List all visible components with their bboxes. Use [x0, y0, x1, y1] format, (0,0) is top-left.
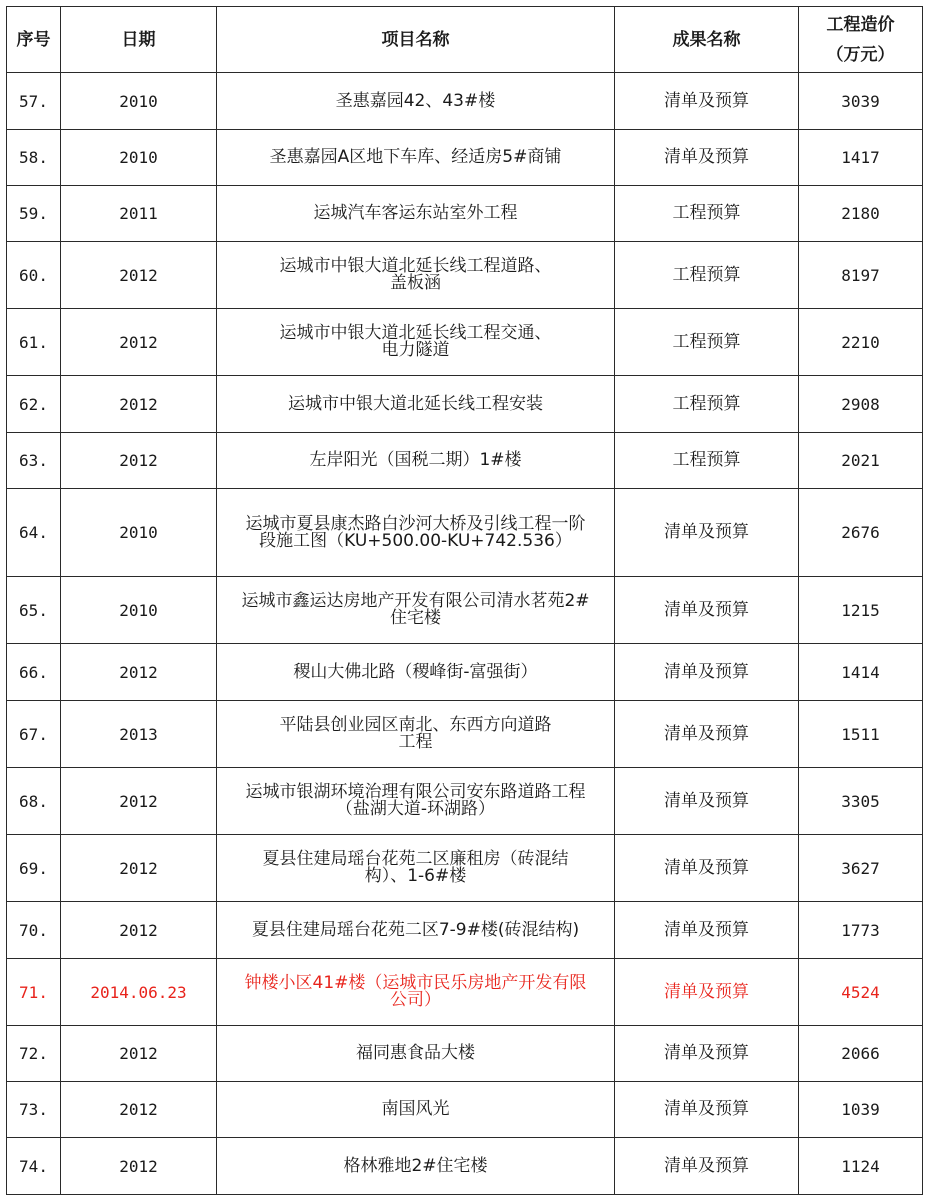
- row-index: 70.: [7, 902, 61, 959]
- row-cost: 8197: [799, 242, 923, 309]
- project-name-line2: 公司）: [390, 990, 441, 1010]
- row-project-name: [217, 489, 615, 577]
- header-row: [7, 7, 923, 73]
- row-project-name: [217, 1026, 615, 1082]
- row-cost: 1511: [799, 701, 923, 768]
- row-date: 2012: [61, 1082, 217, 1138]
- row-result: 工程预算: [615, 376, 799, 433]
- row-date: 2012: [61, 309, 217, 376]
- row-result: 工程预算: [615, 186, 799, 242]
- table-row: [7, 130, 923, 186]
- row-index: 61.: [7, 309, 61, 376]
- row-result: 清单及预算: [615, 489, 799, 577]
- row-result: 清单及预算: [615, 1026, 799, 1082]
- table-row: [7, 1138, 923, 1195]
- header-result: 成果名称: [615, 7, 799, 73]
- row-result: 清单及预算: [615, 701, 799, 768]
- header-cost-line2: （万元）: [826, 44, 895, 65]
- row-result: 清单及预算: [615, 1082, 799, 1138]
- project-name-line2: 住宅楼: [390, 608, 441, 628]
- project-name-line2: 盖板涵: [390, 273, 441, 293]
- header-date: 日期: [61, 7, 217, 73]
- row-index: 63.: [7, 433, 61, 489]
- row-project-name: [217, 644, 615, 701]
- row-project-name: [217, 1082, 615, 1138]
- row-cost: 1215: [799, 577, 923, 644]
- row-index: 64.: [7, 489, 61, 577]
- row-index: 74.: [7, 1138, 61, 1195]
- header-index: 序号: [7, 7, 61, 73]
- row-project-name: [217, 309, 615, 376]
- row-date: 2012: [61, 768, 217, 835]
- row-cost: 1039: [799, 1082, 923, 1138]
- table-row: [7, 1082, 923, 1138]
- project-name-line1: 运城市中银大道北延长线工程安装: [288, 393, 543, 414]
- row-result: 清单及预算: [615, 902, 799, 959]
- row-cost: 2021: [799, 433, 923, 489]
- row-project-name: [217, 577, 615, 644]
- row-result: 清单及预算: [615, 959, 799, 1026]
- project-name-line1: 运城市中银大道北延长线工程道路、: [279, 256, 552, 276]
- row-date: 2014.06.23: [61, 959, 217, 1026]
- project-name-line1: 钟楼小区41#楼（运城市民乐房地产开发有限: [244, 973, 587, 993]
- row-index: 73.: [7, 1082, 61, 1138]
- row-project-name: [217, 186, 615, 242]
- table-row: [7, 73, 923, 130]
- row-date: 2012: [61, 433, 217, 489]
- table-row: [7, 242, 923, 309]
- project-name-line2: 电力隧道: [381, 340, 450, 360]
- row-project-name: [217, 959, 615, 1026]
- row-index: 67.: [7, 701, 61, 768]
- project-name-line1: 平陆县创业园区南北、东西方向道路: [279, 715, 552, 735]
- row-index: 57.: [7, 73, 61, 130]
- project-name-line1: 南国风光: [381, 1099, 450, 1119]
- row-index: 69.: [7, 835, 61, 902]
- project-name-line1: 夏县住建局瑶台花苑二区7-9#楼(砖混结构): [251, 919, 580, 940]
- project-name-line1: 稷山大佛北路（稷峰街-富强街）: [293, 661, 538, 682]
- table-row: [7, 701, 923, 768]
- row-result: 清单及预算: [615, 130, 799, 186]
- row-cost: 1773: [799, 902, 923, 959]
- project-name-line2: 构）、1-6#楼: [364, 866, 467, 886]
- row-project-name: [217, 835, 615, 902]
- project-name-line1: 福同惠食品大楼: [356, 1043, 475, 1063]
- row-cost: 1414: [799, 644, 923, 701]
- row-cost: 4524: [799, 959, 923, 1026]
- row-result: 清单及预算: [615, 768, 799, 835]
- table-row: [7, 835, 923, 902]
- row-result: 工程预算: [615, 242, 799, 309]
- project-name-line1: 运城市银湖环境治理有限公司安东路道路工程: [245, 782, 586, 802]
- table-row: [7, 186, 923, 242]
- project-name-line1: 夏县住建局瑶台花苑二区廉租房（砖混结: [262, 849, 569, 869]
- table-row: [7, 433, 923, 489]
- header-project: 项目名称: [217, 7, 615, 73]
- project-name-line1: 运城市中银大道北延长线工程交通、: [279, 323, 552, 343]
- project-name-line1: 圣惠嘉园A区地下车库、经适房5#商铺: [269, 147, 562, 167]
- row-result: 工程预算: [615, 309, 799, 376]
- row-project-name: [217, 902, 615, 959]
- row-index: 58.: [7, 130, 61, 186]
- row-cost: 2210: [799, 309, 923, 376]
- row-cost: 2908: [799, 376, 923, 433]
- project-table: [6, 6, 923, 1195]
- row-index: 71.: [7, 959, 61, 1026]
- project-name-line2: 段施工图（KU+500.00-KU+742.536）: [259, 530, 572, 551]
- row-result: 清单及预算: [615, 1138, 799, 1195]
- row-cost: 1124: [799, 1138, 923, 1195]
- row-date: 2012: [61, 242, 217, 309]
- header-cost: [799, 7, 923, 73]
- row-date: 2012: [61, 902, 217, 959]
- project-name-line1: 运城汽车客运东站室外工程: [313, 203, 518, 223]
- row-cost: 2066: [799, 1026, 923, 1082]
- row-index: 59.: [7, 186, 61, 242]
- row-cost: 1417: [799, 130, 923, 186]
- project-name-line2: 工程: [398, 732, 433, 752]
- row-date: 2011: [61, 186, 217, 242]
- row-cost: 3039: [799, 73, 923, 130]
- row-cost: 2180: [799, 186, 923, 242]
- row-result: 工程预算: [615, 433, 799, 489]
- row-project-name: [217, 242, 615, 309]
- row-index: 60.: [7, 242, 61, 309]
- row-date: 2010: [61, 489, 217, 577]
- row-date: 2012: [61, 835, 217, 902]
- row-project-name: [217, 130, 615, 186]
- row-cost: 3305: [799, 768, 923, 835]
- row-index: 68.: [7, 768, 61, 835]
- row-result: 清单及预算: [615, 73, 799, 130]
- row-date: 2012: [61, 1026, 217, 1082]
- row-cost: 3627: [799, 835, 923, 902]
- project-name-line1: 运城市夏县康杰路白沙河大桥及引线工程一阶: [245, 513, 586, 534]
- row-project-name: [217, 1138, 615, 1195]
- row-date: 2010: [61, 130, 217, 186]
- row-index: 65.: [7, 577, 61, 644]
- table-row: [7, 376, 923, 433]
- row-index: 72.: [7, 1026, 61, 1082]
- row-date: 2010: [61, 73, 217, 130]
- table-row: [7, 644, 923, 701]
- row-project-name: [217, 376, 615, 433]
- row-project-name: [217, 433, 615, 489]
- row-date: 2012: [61, 644, 217, 701]
- row-date: 2013: [61, 701, 217, 768]
- project-name-line1: 圣惠嘉园42、43#楼: [335, 90, 496, 111]
- row-project-name: [217, 768, 615, 835]
- table-row: [7, 1026, 923, 1082]
- table-row: [7, 902, 923, 959]
- row-date: 2010: [61, 577, 217, 644]
- row-index: 66.: [7, 644, 61, 701]
- row-result: 清单及预算: [615, 835, 799, 902]
- row-date: 2012: [61, 376, 217, 433]
- table-row: [7, 489, 923, 577]
- project-name-line1: 运城市鑫运达房地产开发有限公司清水茗苑2#: [241, 591, 590, 611]
- row-result: 清单及预算: [615, 577, 799, 644]
- table-row: [7, 577, 923, 644]
- project-name-line1: 左岸阳光（国税二期）1#楼: [309, 450, 522, 470]
- header-cost-line1: 工程造价: [826, 14, 895, 35]
- table-row: [7, 768, 923, 835]
- table-row: [7, 959, 923, 1026]
- row-index: 62.: [7, 376, 61, 433]
- row-project-name: [217, 701, 615, 768]
- row-project-name: [217, 73, 615, 130]
- table-row: [7, 309, 923, 376]
- row-date: 2012: [61, 1138, 217, 1195]
- project-name-line1: 格林雅地2#住宅楼: [343, 1155, 488, 1176]
- row-cost: 2676: [799, 489, 923, 577]
- project-name-line2: （盐湖大道-环湖路）: [335, 799, 496, 819]
- row-result: 清单及预算: [615, 644, 799, 701]
